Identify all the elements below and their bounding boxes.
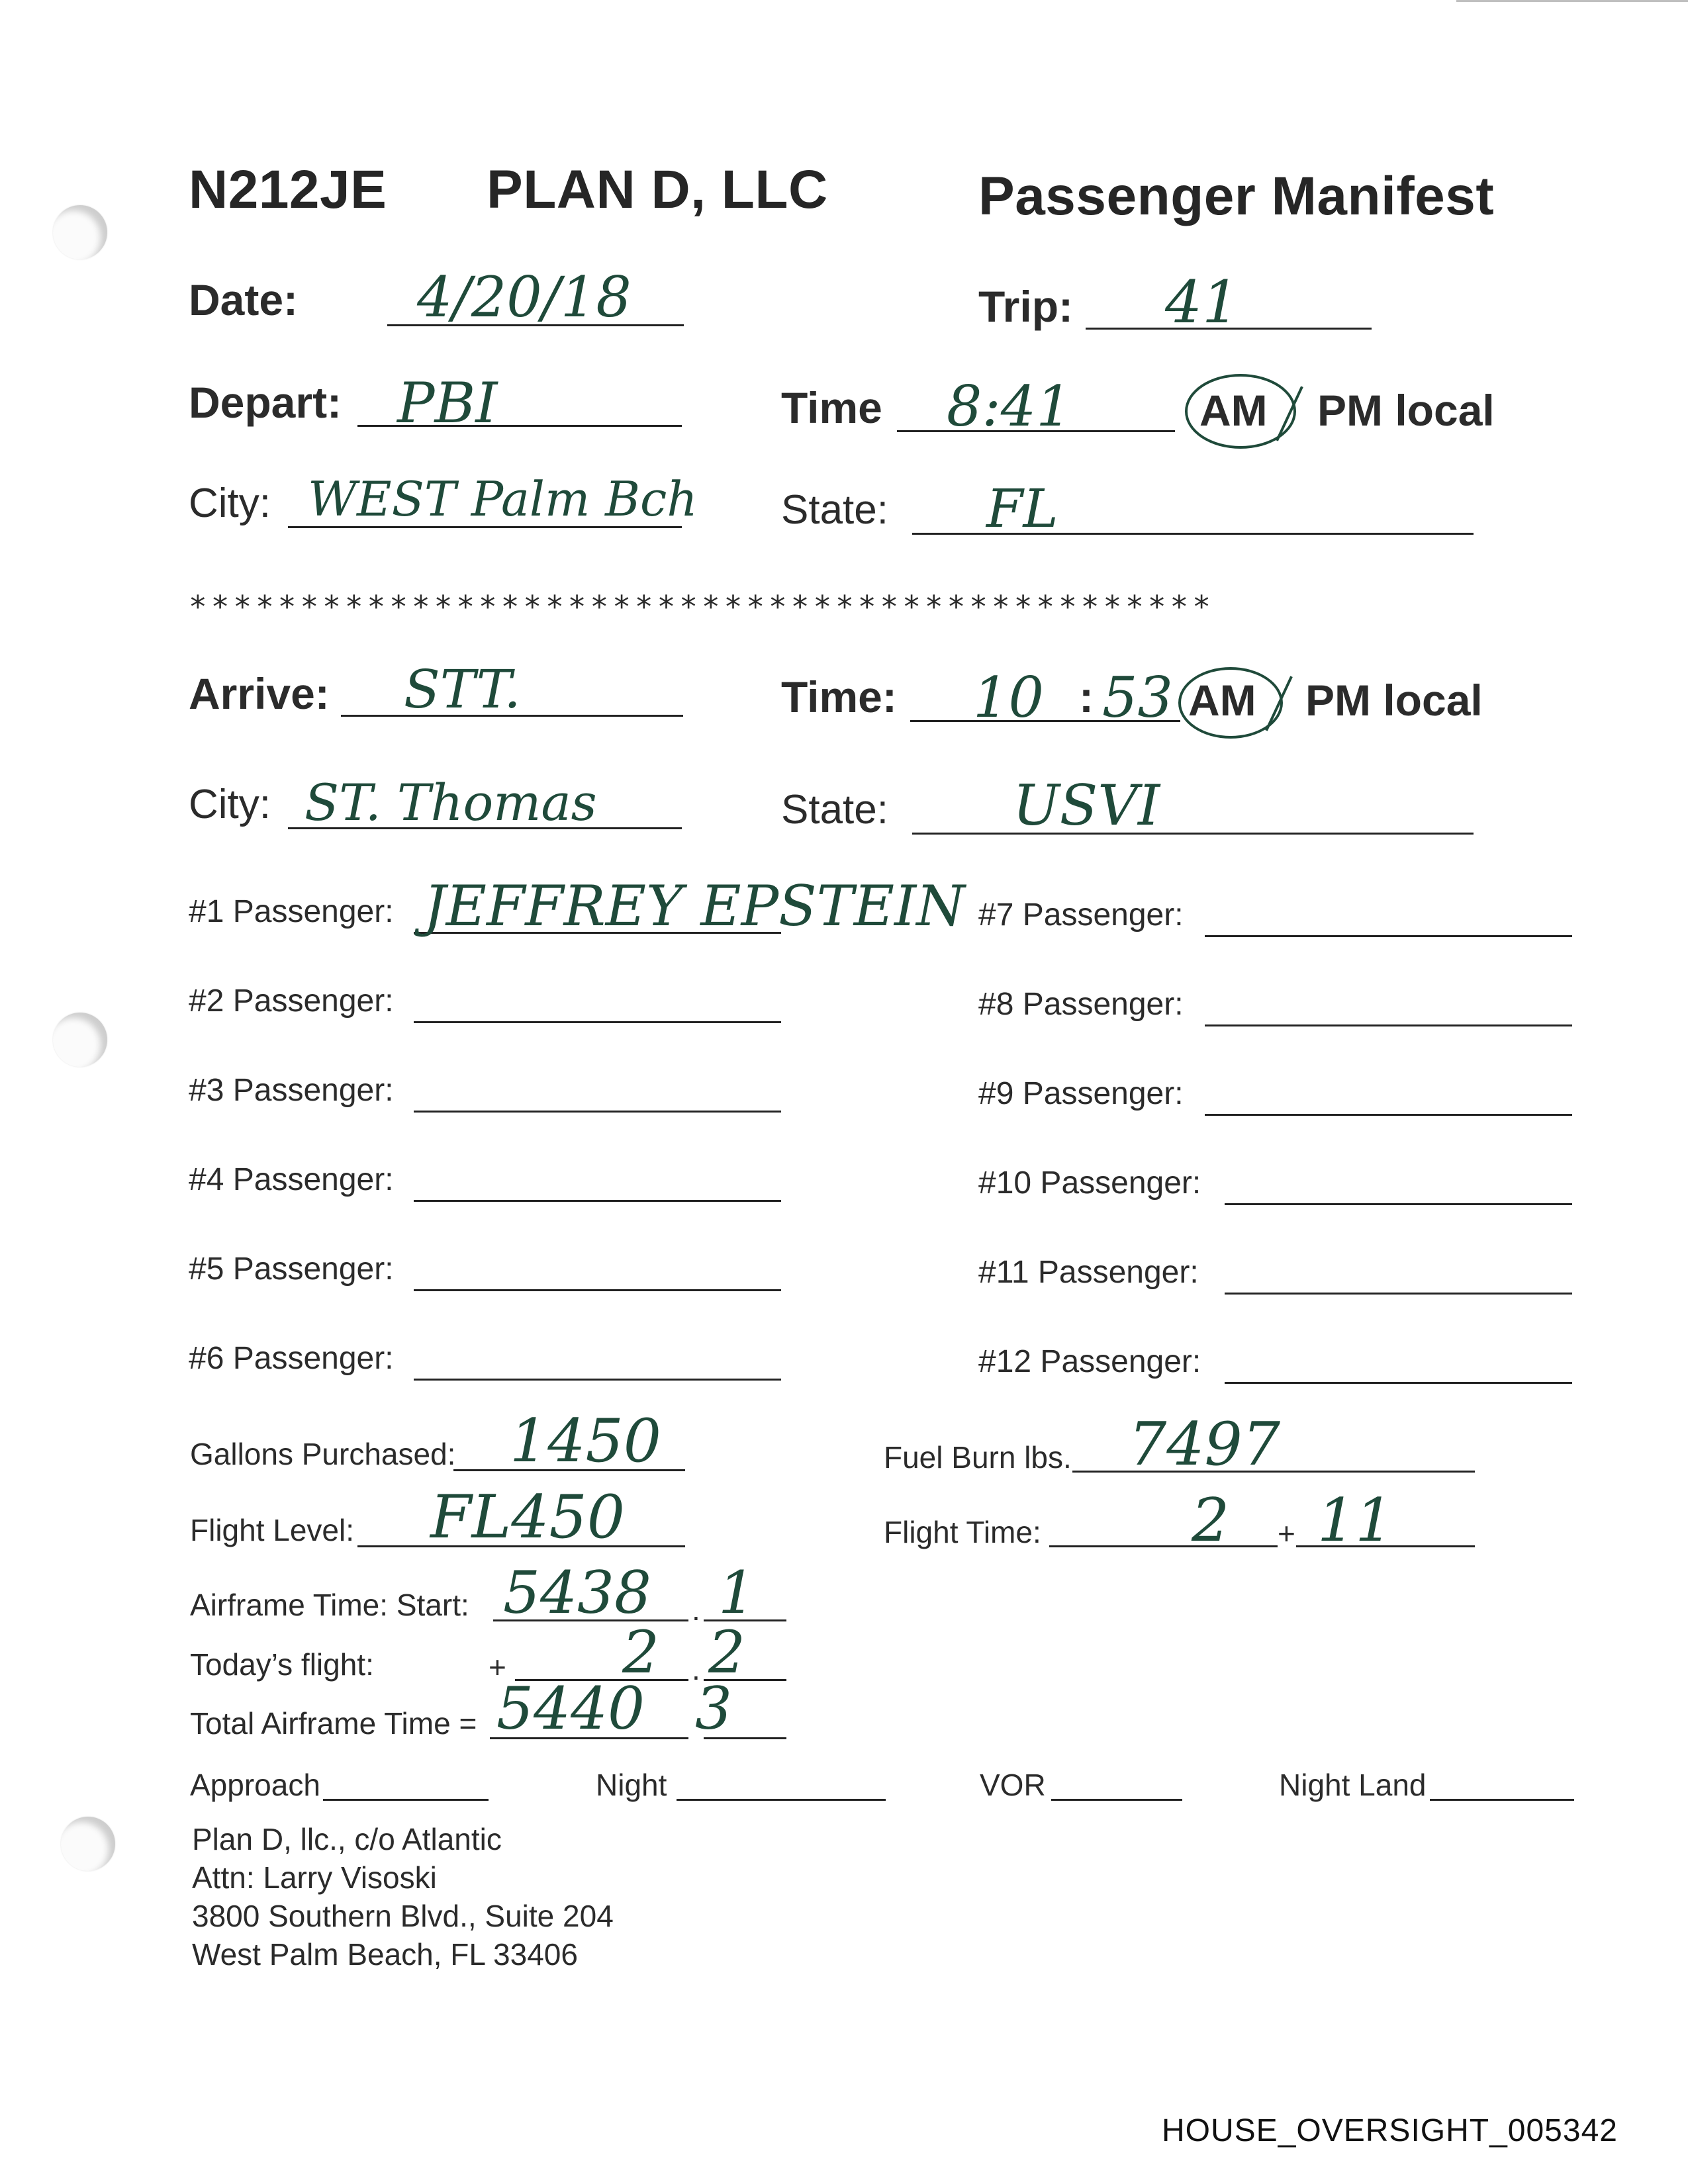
airframe-start-tenth: 1: [718, 1559, 755, 1627]
flight-time-label: Flight Time:: [884, 1515, 1041, 1549]
depart-am-label: AM: [1199, 386, 1268, 435]
passenger-3-label: #3 Passenger:: [189, 1073, 394, 1108]
flight-time-plus: +: [1278, 1516, 1295, 1551]
arrive-state-value: USVI: [1013, 773, 1160, 838]
passenger-4-label: #4 Passenger:: [189, 1162, 394, 1197]
passenger-5-field-line: [414, 1289, 781, 1291]
depart-state-value: FL: [986, 478, 1058, 539]
form-title: Passenger Manifest: [978, 166, 1495, 226]
passenger-7-label: #7 Passenger:: [978, 897, 1184, 933]
passenger-12-field-line: [1225, 1382, 1572, 1384]
todays-flight-plus: +: [489, 1650, 506, 1684]
arrive-time-label: Time:: [781, 672, 897, 721]
flight-level-value: FL450: [430, 1482, 625, 1552]
passenger-5-label: #5 Passenger:: [189, 1251, 394, 1287]
passenger-8-label: #8 Passenger:: [978, 987, 1184, 1022]
depart-time-value: 8:41: [947, 374, 1072, 439]
arrive-state-field-line: [912, 833, 1474, 835]
night-field-line: [677, 1799, 886, 1801]
airframe-start-whole: 5438: [503, 1559, 651, 1627]
arrive-city-label: City:: [189, 782, 271, 827]
total-airframe-whole: 5440: [496, 1674, 645, 1743]
passenger-11-field-line: [1225, 1293, 1572, 1295]
night-land-label: Night Land: [1279, 1768, 1427, 1802]
passenger-12-label: #12 Passenger:: [978, 1344, 1201, 1379]
trip-label: Trip:: [978, 282, 1073, 331]
passenger-11-label: #11 Passenger:: [978, 1255, 1199, 1290]
arrive-label: Arrive:: [189, 669, 330, 718]
tail-number: N212JE: [189, 159, 387, 220]
gallons-purchased-value: 1450: [510, 1406, 662, 1476]
gallons-purchased-label: Gallons Purchased:: [190, 1437, 456, 1471]
total-airframe-label: Total Airframe Time =: [190, 1706, 477, 1741]
arrive-pm-local-label: PM local: [1305, 676, 1483, 725]
arrive-am-label: AM: [1188, 676, 1256, 725]
depart-value: PBI: [397, 371, 498, 435]
flight-time-hours-line: [1049, 1545, 1278, 1547]
passenger-1-label: #1 Passenger:: [189, 894, 394, 929]
passenger-4-field-line: [414, 1200, 781, 1202]
passenger-10-label: #10 Passenger:: [978, 1165, 1201, 1201]
punch-hole-middle: [53, 1013, 107, 1067]
arrive-time-hour: 10: [973, 665, 1044, 730]
airframe-start-dot: .: [692, 1592, 700, 1627]
todays-flight-whole: 2: [622, 1618, 659, 1686]
trip-value: 41: [1165, 268, 1239, 336]
airframe-start-label: Airframe Time: Start:: [190, 1588, 469, 1622]
date-label: Date:: [189, 275, 299, 324]
night-label: Night: [596, 1768, 667, 1802]
depart-pm-local-label: PM local: [1317, 386, 1495, 435]
arrive-time-colon: :: [1079, 672, 1094, 721]
depart-city-label: City:: [189, 480, 271, 526]
night-land-field-line: [1430, 1799, 1574, 1801]
approach-field-line: [323, 1799, 489, 1801]
passenger-9-label: #9 Passenger:: [978, 1076, 1184, 1111]
passenger-1-value: JEFFREY EPSTEIN: [424, 874, 965, 938]
vor-field-line: [1051, 1799, 1182, 1801]
depart-label: Depart:: [189, 378, 342, 427]
punch-hole-top: [53, 205, 107, 259]
flight-level-label: Flight Level:: [190, 1513, 355, 1547]
passenger-6-label: #6 Passenger:: [189, 1341, 394, 1376]
passenger-9-field-line: [1205, 1114, 1572, 1116]
passenger-10-field-line: [1225, 1203, 1572, 1205]
address-line-2: Attn: Larry Visoski: [192, 1860, 437, 1895]
passenger-7-field-line: [1205, 935, 1572, 937]
passenger-6-field-line: [414, 1379, 781, 1381]
arrive-time-minute: 53: [1102, 665, 1173, 730]
total-airframe-tenth: 3: [695, 1674, 732, 1743]
company-name: PLAN D, LLC: [487, 159, 828, 220]
todays-flight-tenth: 2: [708, 1618, 745, 1686]
passenger-8-field-line: [1205, 1024, 1572, 1026]
separator-asterisks: **********************************************: [189, 589, 1215, 625]
punch-hole-bottom: [61, 1817, 115, 1871]
address-block: [192, 1820, 614, 1974]
passenger-2-label: #2 Passenger:: [189, 983, 394, 1019]
arrive-state-label: State:: [781, 787, 888, 833]
depart-state-label: State:: [781, 487, 888, 533]
fuel-burn-value: 7497: [1129, 1410, 1281, 1479]
todays-flight-dot: .: [692, 1652, 700, 1686]
bates-number: HOUSE_OVERSIGHT_005342: [1162, 2113, 1618, 2148]
passenger-2-field-line: [414, 1021, 781, 1023]
scan-edge-line: [1456, 0, 1688, 2]
arrive-value: STT.: [404, 659, 521, 720]
depart-city-value: WEST Palm Bch: [308, 471, 698, 527]
address-line-3: 3800 Southern Blvd., Suite 204: [192, 1899, 614, 1933]
passenger-3-field-line: [414, 1111, 781, 1113]
depart-time-label: Time: [781, 383, 882, 432]
todays-flight-label: Today’s flight:: [190, 1647, 374, 1682]
flight-time-hours: 2: [1192, 1486, 1230, 1555]
date-value: 4/20/18: [417, 265, 632, 330]
approach-label: Approach: [190, 1768, 320, 1802]
address-line-1: Plan D, llc., c/o Atlantic: [192, 1822, 502, 1856]
address-line-4: West Palm Beach, FL 33406: [192, 1937, 578, 1972]
arrive-city-value: ST. Thomas: [305, 773, 597, 832]
fuel-burn-label: Fuel Burn lbs.: [884, 1440, 1072, 1475]
flight-time-minutes: 11: [1317, 1486, 1393, 1555]
vor-label: VOR: [980, 1768, 1046, 1802]
